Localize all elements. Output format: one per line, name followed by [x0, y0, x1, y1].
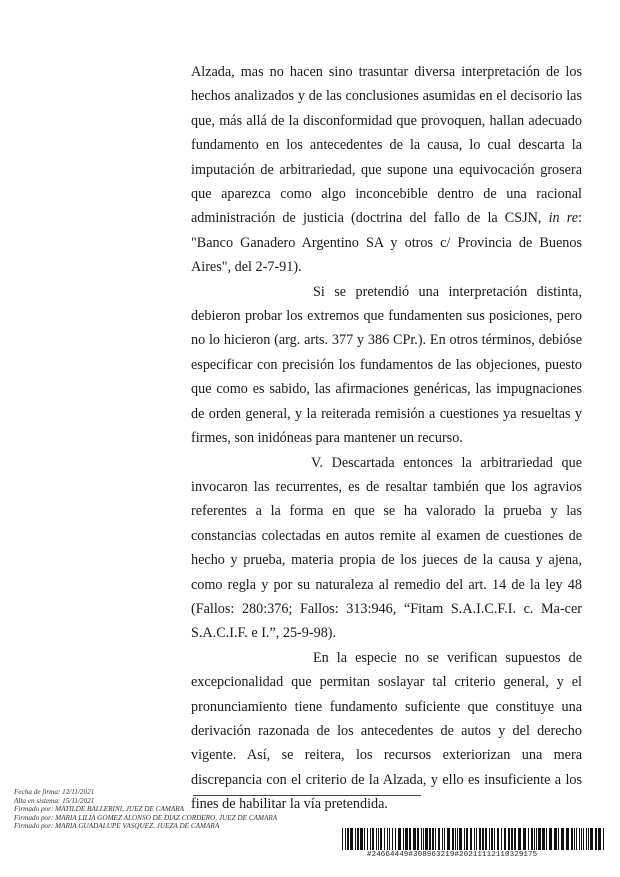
system-entry-date: Alta en sistema: 15/11/2021 — [14, 796, 95, 805]
paragraph-1-text-b: : "Banco Ganadero Argentino SA y otros c/ Provincia de Buenos Aires", del 2-7-91). — [191, 210, 582, 276]
paragraph-3: V. Descartada entonces la arbitrariedad que invocaron las recurrentes, es de resaltar también que los agravios referentes a la forma en que se ha valorado la prueba y las constancias colectadas en autos remite al examen de cuestiones de hecho y prueba, materia propia de los jueces de la causa y ajena, como regla y por su naturaleza al remedio del art. 14 de la ley 48 (Fallos: 280:376; Fallos: 313:946, “Fitam S.A.I.C.F.I. c. Ma-cer S.A.C.I.F. e I.”, 25-9-98). — [191, 454, 582, 642]
document-body — [191, 60, 582, 817]
signer-1: Firmado por: MATILDE BALLERINI, JUEZ DE CAMARA — [14, 805, 185, 814]
paragraph-4: En la especie no se verifican supuestos de excepcionalidad que permitan soslayar tal criterio general, y el pronunciamiento tiene fundamento suficiente que constituye una derivación razonada de los antecedentes de autos y del derecho vigente. Así, se reitera, los recursos exteriorizan una mera discrepancia con el criterio de la Alzada, y ello es insuficiente a los fines de habilitar la vía pretendida. — [191, 649, 582, 813]
signature-date: Fecha de firma: 12/11/2021 — [14, 788, 95, 796]
paragraph-2: Si se pretendió una interpretación distinta, debieron probar los extremos que fundamenten sus posiciones, pero no lo hicieron (arg. arts. 377 y 386 CPr.). En otros términos, debióse especificar con precisión los fundamentos de las objeciones, puesto que como es sabido, las afirmaciones genéricas, las impugnaciones de orden general, y la reiterada remisión a cuestiones ya resueltas y firmes, son inidóneas para mantener un recurso. — [191, 283, 582, 447]
paragraph-1 — [191, 60, 582, 280]
paragraph-1-italic: in re — [548, 210, 579, 227]
signer-2: Firmado por: MARIA LILIA GOMEZ ALONSO DE DIAZ CORDERO, JUEZ DE CAMARA — [14, 813, 278, 822]
paragraph-1-text-a: Alzada, mas no hacen sino trasuntar diversa interpretación de los hechos analizados y de las conclusiones asumidas en el decisorio las que, más allá de la disconformidad que provoquen, hallan adecuado fundamento en los antecedentes de la causa, lo cual descarta la imputación de arbitrariedad, que supone una equivocación grosera que aparezca como algo inconcebible dentro de una racional administración de justicia (doctrina del fallo de la CSJN, — [191, 64, 582, 227]
barcode-image — [342, 828, 604, 850]
signature-block — [14, 788, 334, 831]
barcode-text: #24664449#308963219#20211112110329175 — [367, 851, 538, 859]
signer-3: Firmado por: MARIA GUADALUPE VASQUEZ, JUEZA DE CAMARA — [14, 822, 220, 831]
